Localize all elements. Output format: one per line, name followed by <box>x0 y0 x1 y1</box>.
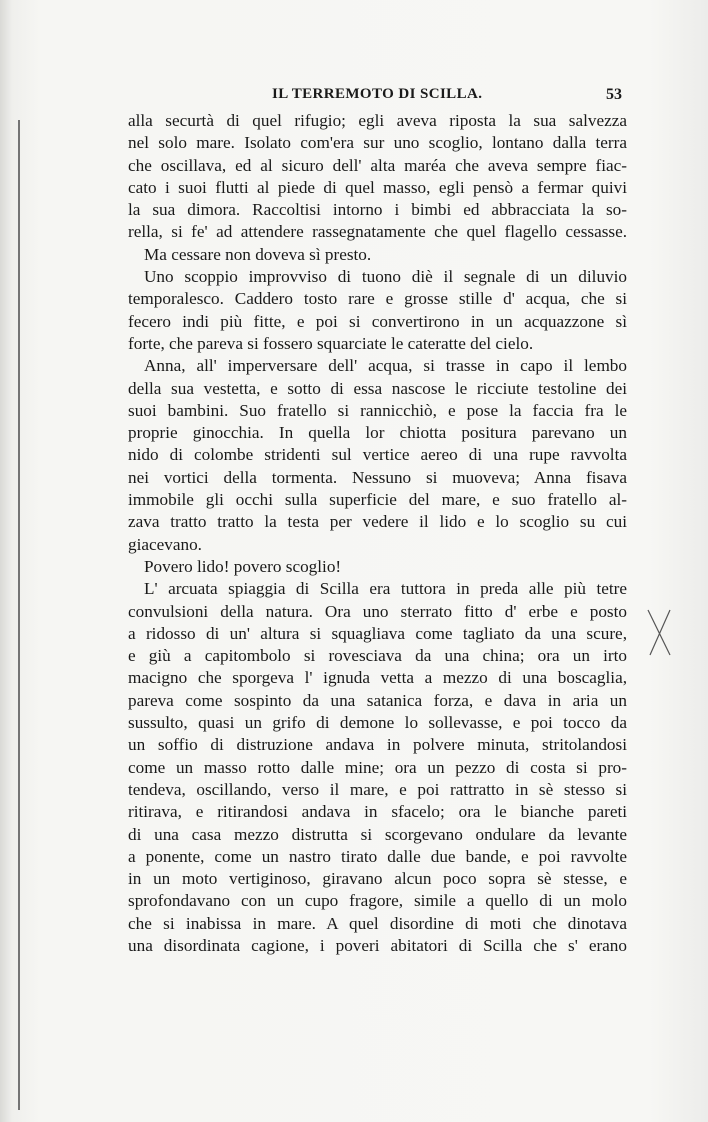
text-line: Uno scoppio improvviso di tuono diè il segnale di un diluvio <box>144 267 627 287</box>
text-line: e giù a capitombolo si rovesciava da una china; ora un irto <box>128 646 627 666</box>
text-line: nel solo mare. Isolato com'era sur uno scoglio, lontano dalla terra <box>128 133 627 153</box>
text-line: suoi bambini. Suo fratello si rannicchiò, e pose la faccia fra le <box>128 400 627 420</box>
text-line: Povero lido! povero scoglio! <box>144 556 342 576</box>
text-line: convulsioni della natura. Ora uno sterrato fitto d' erbe e posto <box>128 601 627 621</box>
text-line: sprofondavano con un cupo fragore, simile a quello di un molo <box>128 891 627 911</box>
page-number: 53 <box>606 86 622 103</box>
text-line: a ridosso di un' altura si squagliava come tagliato da una scure, <box>128 623 627 643</box>
text-line: proprie ginocchia. In quella lor chiotta positura parevano un <box>128 423 627 443</box>
text-line: rella, si fe' ad attendere rassegnatamente che quel flagello cessasse. <box>128 222 627 242</box>
text-line: nei vortici della tormenta. Nessuno si muoveva; Anna fisava <box>128 467 627 487</box>
text-line: come un masso rotto dalle mine; ora un pezzo di costa si pro- <box>128 757 627 777</box>
page-header <box>122 86 622 108</box>
text-line: alla securtà di quel rifugio; egli aveva riposta la sua salvezza <box>128 111 627 130</box>
text-line: fecero indi più fitte, e poi si convertirono in un acquazzone sì <box>128 311 627 331</box>
text-line: in un moto vertiginoso, giravano alcun poco sopra sè stesse, e <box>128 869 627 889</box>
body-text <box>128 110 627 957</box>
text-line: Ma cessare non doveva sì presto. <box>144 244 372 264</box>
page-spine-shadow <box>18 120 20 1110</box>
text-line: temporalesco. Caddero tosto rare e grosse stille d' acqua, che si <box>128 289 627 309</box>
text-line: della sua vestetta, e sotto di essa nascose le ricciute testoline dei <box>128 378 627 398</box>
text-line: che oscillava, ed al sicuro dell' alta maréa che aveva sempre fiac- <box>128 155 627 175</box>
text-line: L' arcuata spiaggia di Scilla era tuttora in preda alle più tetre <box>144 579 627 599</box>
handwritten-margin-mark <box>640 600 680 660</box>
text-line: zava tratto tratto la testa per vedere il lido e lo scoglio su cui <box>128 512 627 532</box>
text-line: la sua dimora. Raccoltisi intorno i bimbi ed abbracciata la so- <box>128 200 627 220</box>
text-line: cato i suoi flutti al piede di quel masso, egli pensò a fermar quivi <box>128 177 627 197</box>
text-line: nido di colombe stridenti sul vertice aereo di una rupe ravvolta <box>128 445 627 465</box>
text-line: sussulto, quasi un grifo di demone lo sollevasse, e poi tocco da <box>128 713 627 733</box>
text-line: giacevano. <box>128 534 202 554</box>
text-line: immobile gli occhi sulla superficie del mare, e suo fratello al- <box>128 490 627 510</box>
text-line: tendeva, oscillando, verso il mare, e poi rattratto in sè stesso si <box>128 779 627 799</box>
text-line: un soffio di distruzione andava in polvere minuta, stritolandosi <box>128 735 627 755</box>
text-line: a ponente, come un nastro tirato dalle due bande, e poi ravvolte <box>128 846 627 866</box>
text-line: Anna, all' imperversare dell' acqua, si trasse in capo il lembo <box>144 356 627 376</box>
text-line: macigno che sporgeva l' ignuda vetta a mezzo di una boscaglia, <box>128 668 627 688</box>
text-line: forte, che pareva si fossero squarciate le cateratte del cielo. <box>128 333 534 353</box>
text-line: ritirava, e ritirandosi andava in sfacelo; ora le bianche pareti <box>128 802 627 822</box>
text-line: di una casa mezzo distrutta si scorgevano ondulare da levante <box>128 824 627 844</box>
text-line: pareva come sospinto da una satanica forza, e dava in aria un <box>128 690 627 710</box>
running-title: IL TERREMOTO DI SCILLA. <box>272 86 483 102</box>
text-line: una disordinata cagione, i poveri abitatori di Scilla che s' erano <box>128 935 627 955</box>
text-line: che si inabissa in mare. A quel disordine di moti che dinotava <box>128 913 627 933</box>
